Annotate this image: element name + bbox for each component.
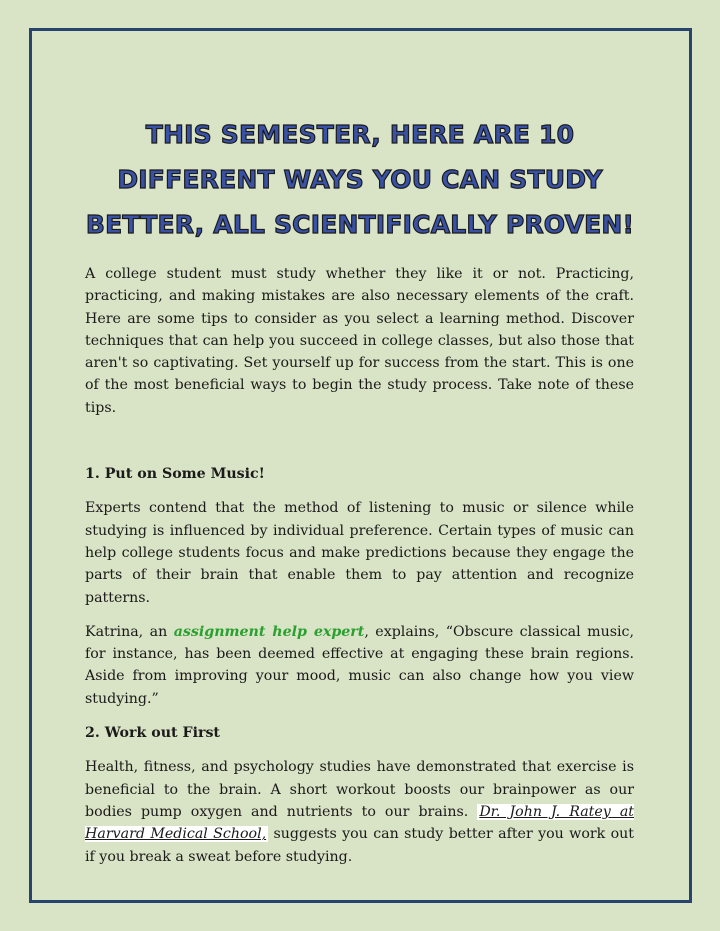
intro-paragraph: A college student must study whether they like it or not. Practicing, practicing, and making mistakes are also necessary elements of the craft. Here are some tips to consider as you select a learning method. Discover techniques that can help you succeed in college classes, but also those that aren't so captivating. Set yourself up for success from the start. This is one of the most beneficial ways to begin the study process. Take note of these tips. [85, 266, 634, 416]
katrina-text-after: , explains, “Obscure classical music, for instance, has been deemed effective at engaging these brain regions. Aside from improving your mood, music can also change how you view studying.” [85, 623, 634, 707]
music-paragraph: Experts contend that the method of listening to music or silence while studying is influenced by individual preference. Certain types of music can help college students focus and make predictions because they engage the parts of their brain that enable them to pay attention and recognize patterns. [85, 500, 634, 606]
article-body [85, 263, 634, 868]
section-heading-music: 1. Put on Some Music! [85, 466, 265, 483]
assignment-help-link[interactable]: assignment help expert [173, 623, 365, 640]
katrina-text-before: Katrina, an [85, 623, 174, 640]
section-spacer [85, 419, 634, 463]
workout-text-before: Health, fitness, and psychology studies have demonstrated that exercise is beneficial to the brain. A short workout boosts our brainpower as our bodies pump oxygen and nutrients to our brains. [85, 759, 634, 820]
section-heading-workout: 2. Work out First [85, 725, 220, 742]
ratey-link[interactable]: Dr. John J. Ratey at Harvard Medical School, [85, 803, 634, 843]
page-title: THIS SEMESTER, HERE ARE 10 DIFFERENT WAYS YOU CAN STUDY BETTER, ALL SCIENTIFICALLY PROVEN! [85, 120, 635, 239]
workout-text-after: suggests you can study better after you work out if you break a sweat before studying. [85, 826, 634, 865]
workout-paragraph [85, 756, 634, 867]
katrina-paragraph [85, 621, 634, 710]
